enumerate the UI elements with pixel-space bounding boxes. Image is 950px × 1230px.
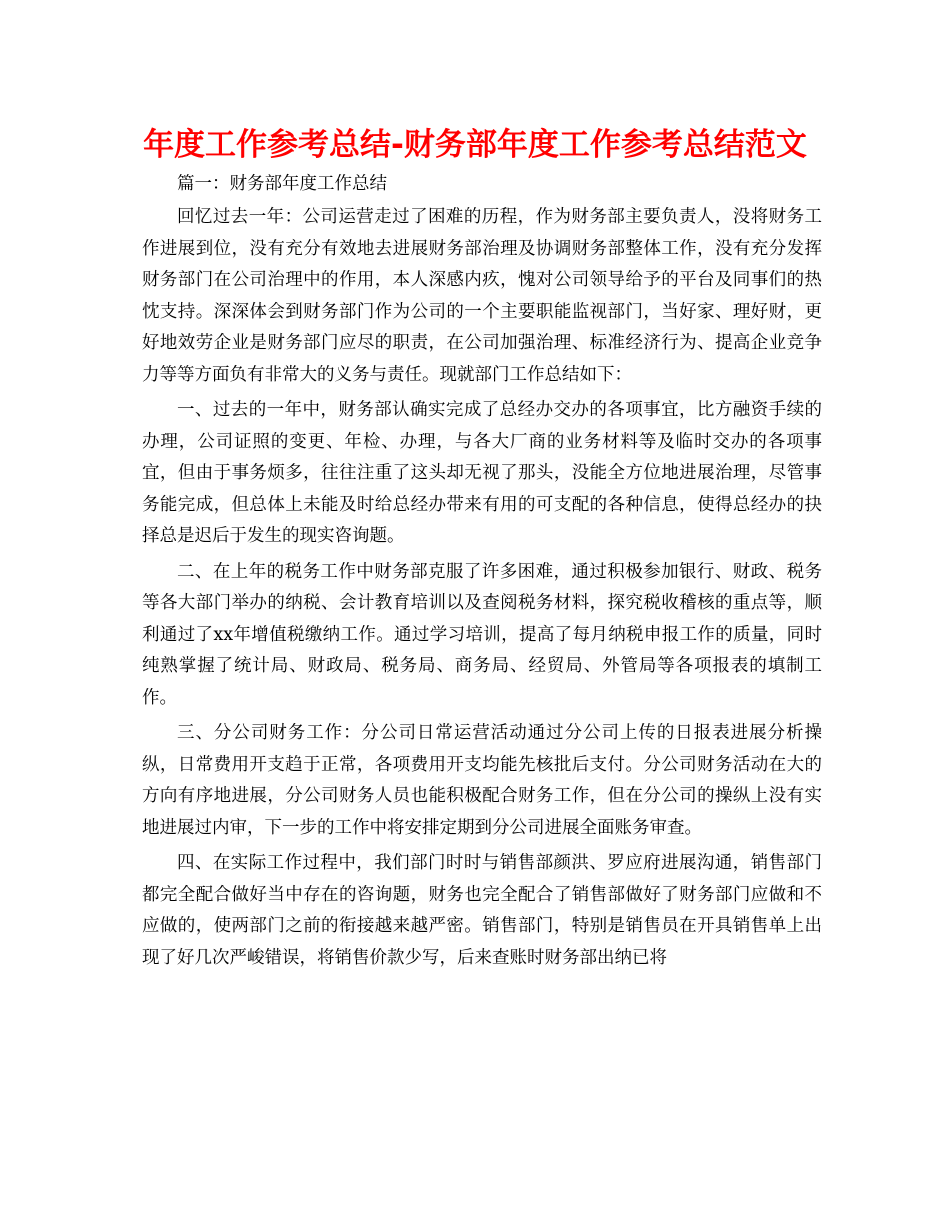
document-title: 年度工作参考总结-财务部年度工作参考总结范文: [143, 127, 807, 163]
section-subtitle: 篇一：财务部年度工作总结: [177, 174, 387, 194]
paragraph-item-1: 一、过去的一年中，财务部认确实完成了总经办交办的各项事宜，比方融资手续的办理，公司证照的变更、年检、办理，与各大厂商的业务材料等及临时交办的各项事宜，但由于事务烦多，往往注重了这头却无视了那头，没能全方位地进展治理，尽管事务能完成，但总体上未能及时给总经办带来有用的可支配的各种信息，使得总经办的抉择总是迟后于发生的现实咨询题。: [142, 400, 822, 546]
document-body: [142, 170, 822, 974]
paragraph-item-3: 三、分公司财务工作：分公司日常运营活动通过分公司上传的日报表进展分析操纵，日常费用开支趋于正常，各项费用开支均能先核批后支付。分公司财务活动在大的方向有序地进展，分公司财务人员也能积极配合财务工作，但在分公司的操纵上没有实地进展过内审，下一步的工作中将安排定期到分公司进展全面账务审查。: [142, 723, 822, 838]
paragraph-intro: 回忆过去一年：公司运营走过了困难的历程，作为财务部主要负责人，没将财务工作进展到位，没有充分有效地去进展财务部治理及协调财务部整体工作，没有充分发挥财务部门在公司治理中的作用，本人深感内疚，愧对公司领导给予的平台及同事们的热忱支持。深深体会到财务部门作为公司的一个主要职能监视部门，当好家、理好财，更好地效劳企业是财务部门应尽的职责，在公司加强治理、标准经济行为、提高企业竞争力等等方面负有非常大的义务与责任。现就部门工作总结如下：: [142, 207, 822, 385]
paragraph-item-2: 二、在上年的税务工作中财务部克服了许多困难，通过积极参加银行、财政、税务等各大部门举办的纳税、会计教育培训以及查阅税务材料，探究税收稽核的重点等，顺利通过了xx年增值税缴纳工作。通过学习培训，提高了每月纳税申报工作的质量，同时纯熟掌握了统计局、财政局、税务局、商务局、经贸局、外管局等各项报表的填制工作。: [142, 561, 822, 708]
paragraph-item-4: 四、在实际工作过程中，我们部门时时与销售部颜洪、罗应府进展沟通，销售部门都完全配合做好当中存在的咨询题，财务也完全配合了销售部做好了财务部门应做和不应做的，使两部门之前的衔接越来越严密。销售部门，特别是销售员在开具销售单上出现了好几次严峻错误，将销售价款少写，后来查账时财务部出纳已将: [142, 853, 822, 968]
